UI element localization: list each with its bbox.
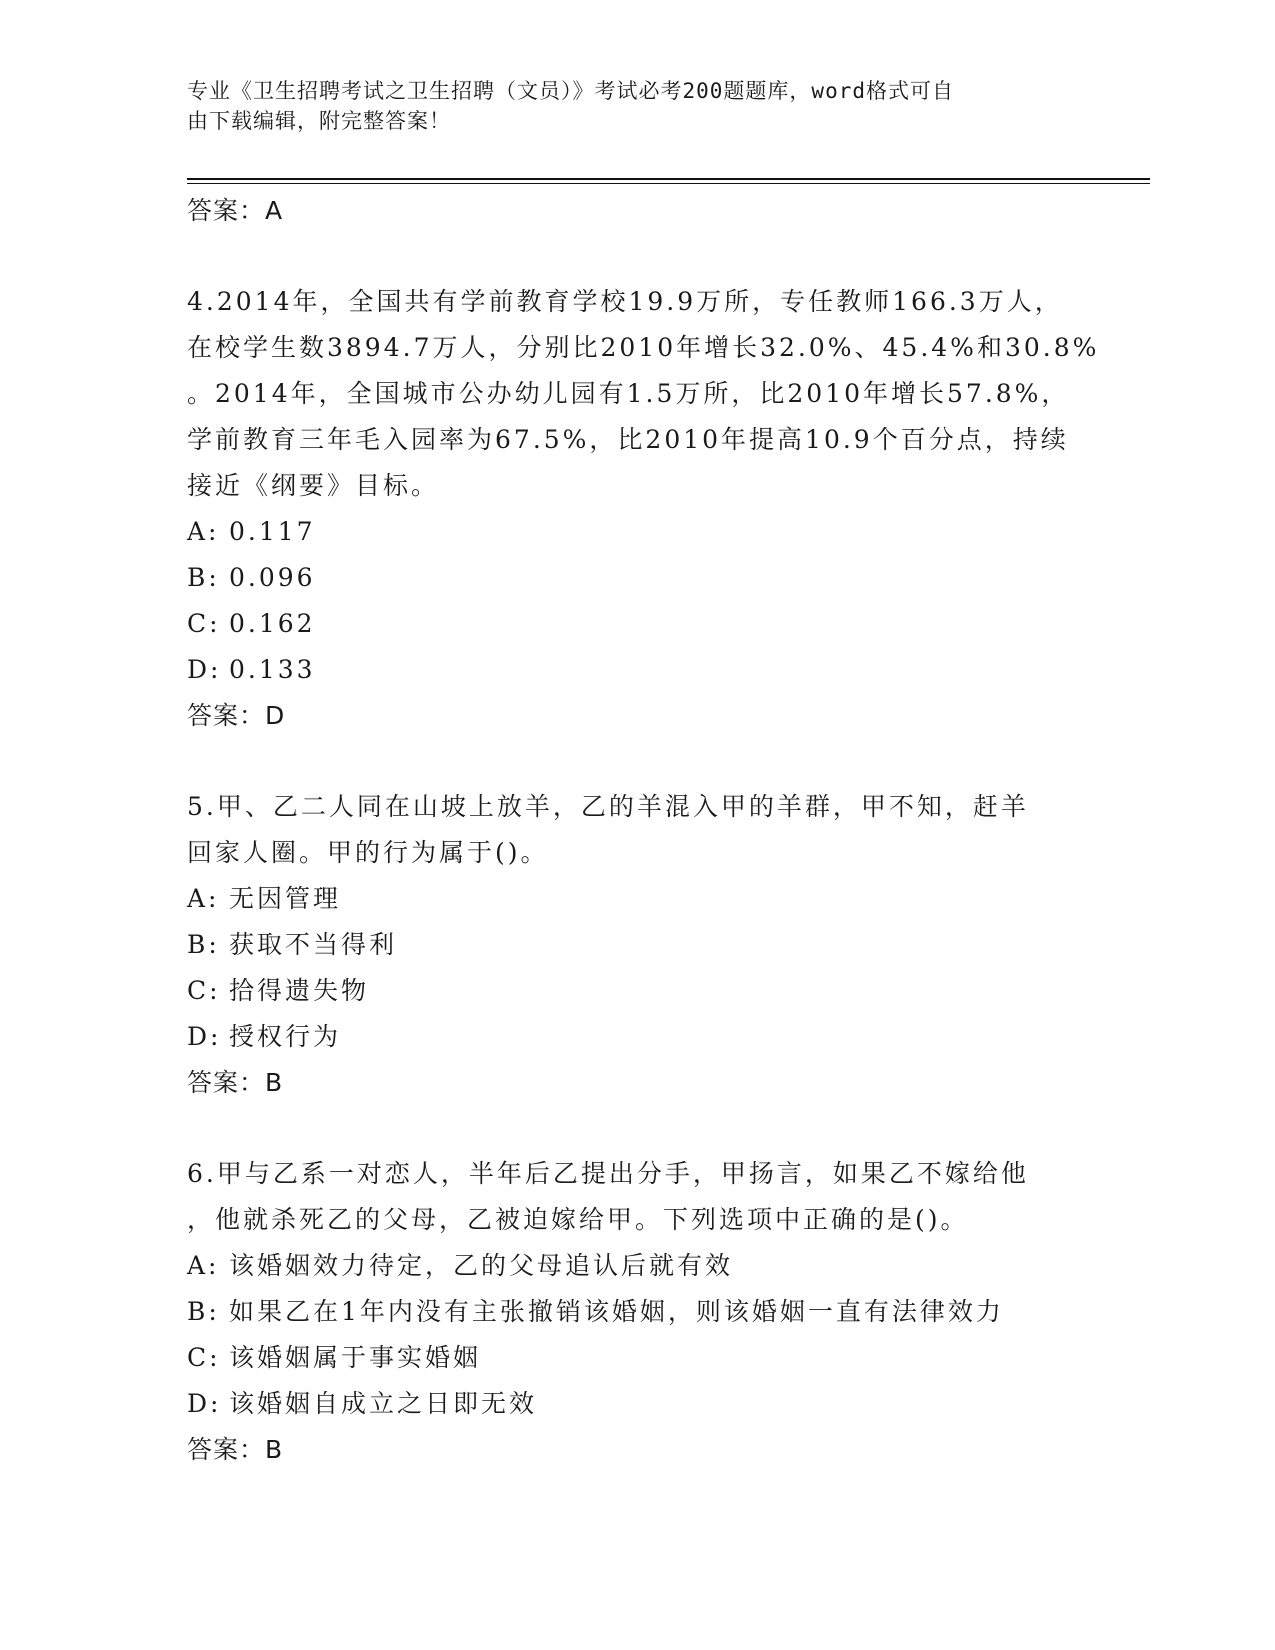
option-text: 拾得遗失物: [229, 976, 370, 1005]
option-text: 无因管理: [229, 884, 342, 913]
spacer: [187, 234, 1087, 279]
option-a: [187, 876, 1087, 922]
option-key: C:: [187, 1343, 221, 1372]
option-b: [187, 922, 1087, 968]
question-text-line: 4.2014年，全国共有学前教育学校19.9万所，专任教师166.3万人，: [187, 287, 1063, 316]
option-text: 该婚姻自成立之日即无效: [229, 1389, 538, 1418]
previous-answer: 答案：A: [187, 196, 284, 225]
spacer: [187, 739, 1087, 784]
option-text: 该婚姻属于事实婚姻: [229, 1343, 482, 1372]
option-text: 如果乙在1年内没有主张撤销该婚姻，则该婚姻一直有法律效力: [229, 1297, 1004, 1326]
option-key: D:: [187, 1389, 222, 1418]
option-key: B:: [187, 563, 220, 592]
spacer: [187, 1106, 1087, 1151]
option-key: B:: [187, 1297, 220, 1326]
question-text-line: 接近《纲要》目标。: [187, 471, 440, 500]
option-text: 0.117: [229, 517, 316, 546]
option-key: A:: [187, 884, 220, 913]
header-line-1: 专业《卫生招聘考试之卫生招聘（文员）》考试必考200题题库，word格式可自: [187, 79, 954, 103]
option-c: [187, 1335, 1087, 1381]
option-b: [187, 1289, 1087, 1335]
option-text: 获取不当得利: [229, 930, 398, 959]
option-c: [187, 601, 1087, 647]
option-text: 授权行为: [229, 1022, 342, 1051]
question-block: [187, 279, 1100, 739]
option-text: 0.162: [229, 609, 316, 638]
option-a: [187, 1243, 1087, 1289]
question-text-line: 学前教育三年毛入园率为67.5%，比2010年提高10.9个百分点，持续: [187, 425, 1069, 454]
question-block: [187, 784, 1087, 1106]
question-text-line: 在校学生数3894.7万人，分别比2010年增长32.0%、45.4%和30.8%: [187, 333, 1100, 362]
option-key: A:: [187, 1251, 220, 1280]
header-divider-thin: [187, 183, 1150, 184]
option-text: 0.096: [229, 563, 316, 592]
answer-line: 答案：B: [187, 1068, 284, 1097]
option-key: D:: [187, 1022, 222, 1051]
option-d: [187, 647, 1087, 693]
option-b: [187, 555, 1087, 601]
option-text: 0.133: [229, 655, 316, 684]
question-text-line: 6.甲与乙系一对恋人，半年后乙提出分手，甲扬言，如果乙不嫁给他: [187, 1159, 1029, 1188]
question-text-line: 。2014年，全国城市公办幼儿园有1.5万所，比2010年增长57.8%，: [187, 379, 1070, 408]
option-key: D:: [187, 655, 222, 684]
option-key: C:: [187, 609, 221, 638]
header-divider-thick: [187, 178, 1150, 180]
option-text: 该婚姻效力待定，乙的父母追认后就有效: [229, 1251, 734, 1280]
answer-line: 答案：B: [187, 1435, 284, 1464]
option-d: [187, 1014, 1087, 1060]
answer-line: 答案：D: [187, 701, 286, 730]
document-header: [187, 76, 1087, 136]
option-key: A:: [187, 517, 220, 546]
option-a: [187, 509, 1087, 555]
header-line-2: 由下载编辑，附完整答案！: [187, 109, 451, 133]
question-list: [187, 188, 1100, 1473]
question-text-line: 5.甲、乙二人同在山坡上放羊，乙的羊混入甲的羊群，甲不知，赶羊: [187, 792, 1029, 821]
option-key: C:: [187, 976, 221, 1005]
option-key: B:: [187, 930, 220, 959]
option-c: [187, 968, 1087, 1014]
option-d: [187, 1381, 1087, 1427]
question-block: [187, 1151, 1087, 1473]
question-text-line: ，他就杀死乙的父母，乙被迫嫁给甲。下列选项中正确的是()。: [187, 1205, 969, 1234]
question-text-line: 回家人圈。甲的行为属于()。: [187, 838, 549, 867]
